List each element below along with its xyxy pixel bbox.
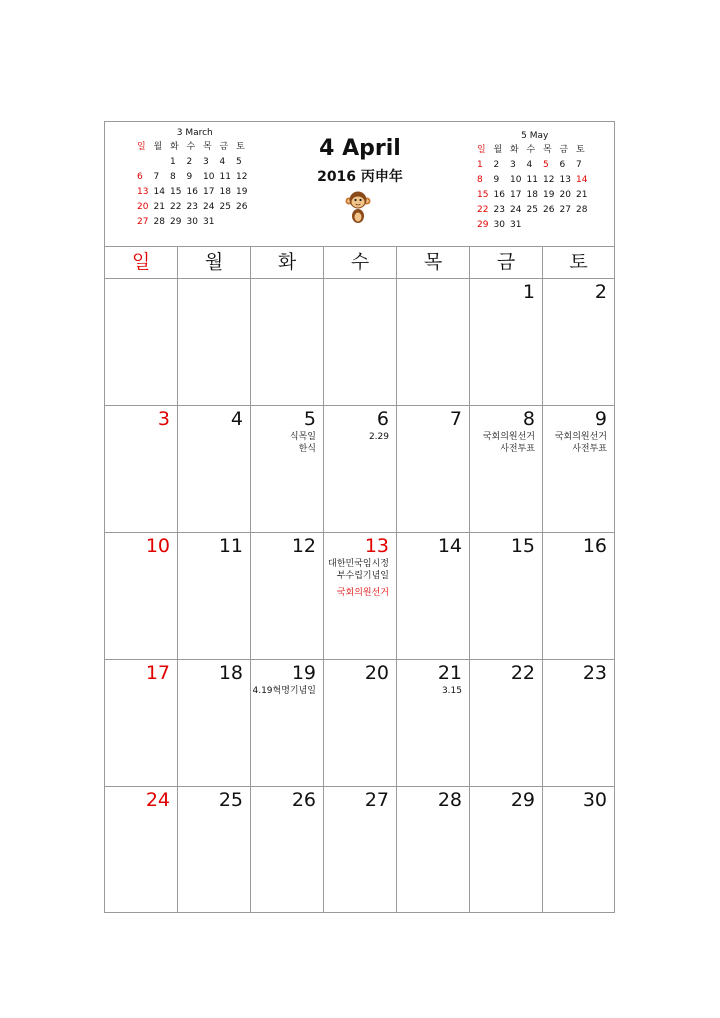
- day-number: 4: [230, 408, 243, 430]
- mini-weekday-label: 일: [137, 142, 146, 152]
- mini-day: [527, 218, 544, 233]
- mini-calendar-grid: [477, 143, 593, 233]
- mini-day: 12: [236, 172, 248, 182]
- day-cell: [178, 406, 251, 532]
- day-cell: [324, 660, 397, 786]
- day-cell: [251, 406, 324, 532]
- mini-day: 6: [137, 172, 143, 182]
- day-number: 28: [437, 789, 462, 811]
- mini-day: 24: [203, 202, 215, 212]
- mini-day: 12: [543, 175, 555, 185]
- day-number: 15: [510, 535, 535, 557]
- day-cell: [397, 406, 470, 532]
- day-cell: [324, 406, 397, 532]
- day-cell: [251, 787, 324, 913]
- day-cell: [470, 279, 543, 405]
- mini-weekday-label: 화: [170, 142, 179, 152]
- mini-day: 4: [526, 160, 533, 170]
- mini-day: 19: [543, 190, 555, 200]
- day-cell: [324, 533, 397, 659]
- mini-calendar-may: [477, 129, 593, 233]
- mini-day: 21: [576, 190, 588, 200]
- day-number: 13: [364, 535, 389, 557]
- day-number: 24: [145, 789, 170, 811]
- mini-weekday-label: 월: [153, 142, 163, 152]
- day-number: 11: [218, 535, 243, 557]
- mini-weekday-label: 수: [526, 145, 536, 155]
- mini-weekday-label: 수: [186, 142, 196, 152]
- day-number: 21: [437, 662, 462, 684]
- day-note: 3.15: [441, 686, 462, 696]
- mini-day: 2: [493, 160, 500, 170]
- mini-weekday-label: 토: [576, 145, 585, 155]
- mini-day: [137, 155, 154, 170]
- mini-day: 14: [153, 187, 165, 197]
- mini-day: 8: [477, 175, 483, 185]
- day-number: 27: [364, 789, 389, 811]
- mini-calendar-march: [137, 126, 253, 230]
- calendar-page: [104, 121, 615, 913]
- mini-day: 13: [559, 175, 571, 185]
- calendar-header: [105, 122, 614, 247]
- day-number: 22: [510, 662, 535, 684]
- day-cell: [397, 533, 470, 659]
- day-number: 17: [145, 662, 170, 684]
- day-cell: [105, 787, 178, 913]
- weekday-label: 일: [105, 247, 178, 278]
- week-row: [105, 279, 614, 406]
- weekday-label: 화: [251, 247, 324, 278]
- mini-day: 17: [510, 190, 522, 200]
- mini-day: [154, 155, 171, 170]
- mini-day: 16: [186, 187, 198, 197]
- mini-weekday-label: 목: [203, 142, 212, 152]
- weekday-header-row: [105, 247, 614, 279]
- week-row: [105, 533, 614, 660]
- day-number: 14: [437, 535, 462, 557]
- weekday-label: 수: [324, 247, 397, 278]
- mini-day: 29: [170, 217, 182, 227]
- mini-day: 28: [576, 205, 588, 215]
- mini-day: 10: [203, 172, 215, 182]
- mini-day: 21: [153, 202, 165, 212]
- mini-day: 23: [493, 205, 505, 215]
- mini-calendar-grid: [137, 140, 253, 230]
- mini-day: 31: [203, 217, 215, 227]
- mini-day: 18: [219, 187, 231, 197]
- mini-day: 26: [236, 202, 248, 212]
- mini-day: [220, 215, 237, 230]
- mini-day: 31: [510, 220, 522, 230]
- mini-day: [560, 218, 577, 233]
- day-cell: [470, 660, 543, 786]
- day-cell: [105, 660, 178, 786]
- day-note: 대한민국임시정 부수립기념일: [328, 559, 389, 581]
- day-cell: [543, 279, 614, 405]
- day-cell: [105, 406, 178, 532]
- day-note: 국회의원선거 사전투표: [554, 432, 607, 454]
- mini-day: 16: [493, 190, 505, 200]
- mini-day: 25: [526, 205, 538, 215]
- mini-day: 9: [186, 172, 193, 182]
- day-number: 30: [582, 789, 607, 811]
- day-note: 2.29: [368, 432, 389, 442]
- mini-day: 17: [203, 187, 215, 197]
- weekday-label: 금: [470, 247, 543, 278]
- mini-day: 10: [510, 175, 522, 185]
- day-cell: [470, 533, 543, 659]
- day-number: 10: [145, 535, 170, 557]
- mini-day: 3: [510, 160, 516, 170]
- mini-weekday-label: 일: [477, 145, 486, 155]
- mini-day: 8: [170, 172, 176, 182]
- day-cell: [178, 787, 251, 913]
- mini-day: 28: [153, 217, 165, 227]
- day-cell: [251, 660, 324, 786]
- day-cell: [105, 533, 178, 659]
- mini-day: 6: [559, 160, 566, 170]
- day-number: 7: [449, 408, 462, 430]
- mini-day: 3: [203, 157, 209, 167]
- day-cell: [324, 787, 397, 913]
- day-number: 2: [594, 281, 607, 303]
- day-number: 6: [376, 408, 389, 430]
- weekday-label: 토: [569, 251, 588, 273]
- mini-day: 27: [137, 217, 149, 227]
- mini-day: 27: [559, 205, 571, 215]
- week-row: [105, 660, 614, 787]
- mini-day: [576, 218, 593, 233]
- mini-weekday-label: 목: [543, 145, 552, 155]
- day-number: 18: [218, 662, 243, 684]
- mini-day: 1: [170, 157, 176, 167]
- mini-weekday-label: 금: [559, 145, 569, 155]
- mini-calendar-title: 5 May: [521, 131, 549, 141]
- mini-day: [543, 218, 560, 233]
- weekday-label: 목: [397, 247, 470, 278]
- mini-day: [236, 215, 253, 230]
- mini-day: 23: [186, 202, 198, 212]
- mini-day: 19: [236, 187, 248, 197]
- mini-day: 20: [559, 190, 571, 200]
- mini-day: 25: [219, 202, 231, 212]
- day-number: 9: [594, 408, 607, 430]
- mini-day: 30: [186, 217, 198, 227]
- mini-day: 11: [219, 172, 231, 182]
- week-row: [105, 406, 614, 533]
- mini-day: 15: [477, 190, 489, 200]
- mini-day: 4: [219, 157, 226, 167]
- mini-day: 15: [170, 187, 182, 197]
- mini-weekday-label: 화: [510, 145, 519, 155]
- day-note: 국회의원선거 사전투표: [482, 432, 535, 454]
- day-number: 19: [291, 662, 316, 684]
- weekday-label: 월: [178, 247, 251, 278]
- day-note: 4.19혁명기념일: [252, 686, 316, 696]
- day-cell: [178, 279, 251, 405]
- day-number: 12: [291, 535, 316, 557]
- week-row: [105, 787, 614, 913]
- day-number: 23: [582, 662, 607, 684]
- mini-day: 9: [493, 175, 500, 185]
- mini-day: 14: [576, 175, 588, 185]
- day-number: 20: [364, 662, 389, 684]
- mini-day: 26: [543, 205, 555, 215]
- mini-day: 11: [526, 175, 538, 185]
- day-cell: [543, 533, 614, 659]
- day-number: 26: [291, 789, 316, 811]
- day-cell: [470, 787, 543, 913]
- day-cell: [105, 279, 178, 405]
- day-cell: [543, 787, 614, 913]
- mini-day: 13: [137, 187, 149, 197]
- day-cell: [324, 279, 397, 405]
- day-number: 5: [303, 408, 316, 430]
- day-number: 3: [157, 408, 170, 430]
- day-number: 25: [218, 789, 243, 811]
- day-number: 1: [522, 281, 535, 303]
- day-number: 29: [510, 789, 535, 811]
- day-cell: [397, 787, 470, 913]
- year-title: 2016 丙申年: [317, 169, 403, 185]
- monkey-icon: [345, 190, 371, 224]
- mini-day: 30: [493, 220, 505, 230]
- day-note: 식목일 한식: [289, 432, 316, 454]
- day-cell: [397, 660, 470, 786]
- mini-day: 18: [526, 190, 538, 200]
- mini-calendar-title: 3 March: [176, 128, 213, 138]
- mini-day: 5: [543, 160, 549, 170]
- mini-day: 22: [170, 202, 182, 212]
- day-cell: [543, 660, 614, 786]
- mini-weekday-label: 토: [236, 142, 245, 152]
- mini-day: 29: [477, 220, 489, 230]
- mini-day: 24: [510, 205, 522, 215]
- mini-day: 5: [236, 157, 242, 167]
- day-cell: [397, 279, 470, 405]
- day-cell: [178, 533, 251, 659]
- month-title: 4 April: [319, 136, 401, 161]
- mini-day: 7: [153, 172, 160, 182]
- mini-day: 20: [137, 202, 149, 212]
- mini-day: 1: [477, 160, 483, 170]
- day-cell: [178, 660, 251, 786]
- mini-day: 2: [186, 157, 193, 167]
- mini-day: 7: [576, 160, 582, 170]
- day-cell: [251, 533, 324, 659]
- day-note-holiday: 국회의원선거: [336, 588, 389, 598]
- mini-weekday-label: 금: [219, 142, 229, 152]
- day-cell: [251, 279, 324, 405]
- mini-weekday-label: 월: [493, 145, 503, 155]
- day-cell: [543, 406, 614, 532]
- day-number: 8: [522, 408, 535, 430]
- day-cell: [470, 406, 543, 532]
- mini-day: 22: [477, 205, 489, 215]
- month-grid: [105, 279, 614, 913]
- day-number: 16: [582, 535, 607, 557]
